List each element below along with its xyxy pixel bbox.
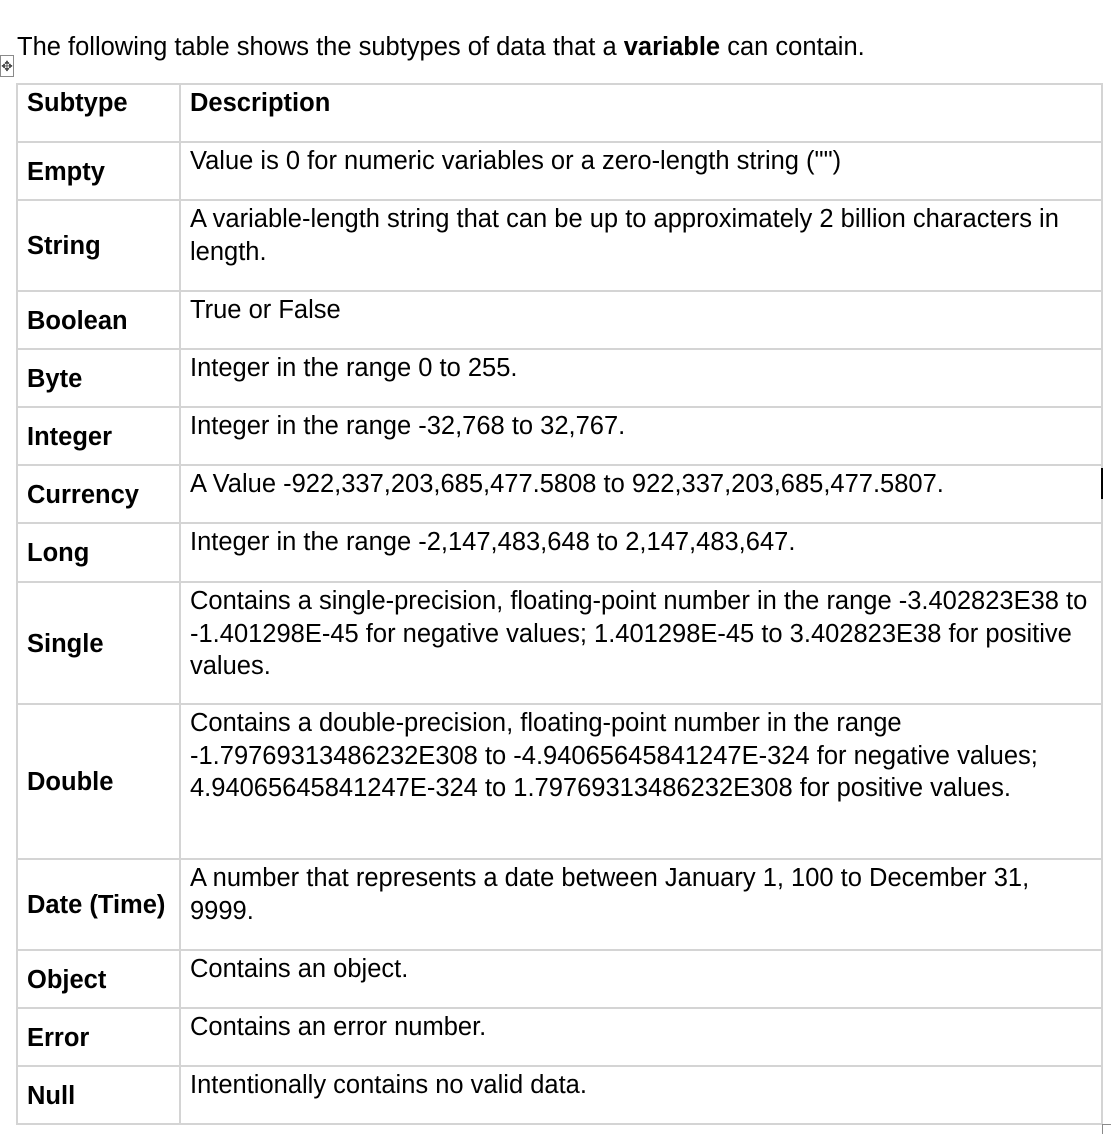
- description-cell: Integer in the range 0 to 255.: [180, 349, 1102, 407]
- table-row: [17, 407, 1102, 465]
- table-header-row: [17, 84, 1102, 142]
- description-cell: Integer in the range -2,147,483,648 to 2,147,483,647.: [180, 523, 1102, 582]
- description-cell: A variable-length string that can be up to approximately 2 billion characters in length.: [180, 200, 1102, 291]
- subtype-cell: Double: [17, 704, 180, 859]
- table-row: [17, 465, 1102, 523]
- text-cursor: [1101, 468, 1103, 499]
- subtype-cell: Byte: [17, 349, 180, 407]
- header-subtype: Subtype: [17, 84, 180, 142]
- subtype-cell: Integer: [17, 407, 180, 465]
- table-row: [17, 1008, 1102, 1066]
- intro-text-after: can contain.: [720, 33, 865, 61]
- table-row: [17, 291, 1102, 349]
- subtype-cell: Empty: [17, 142, 180, 200]
- header-description: Description: [180, 84, 1102, 142]
- table-row: [17, 704, 1102, 859]
- description-cell: True or False: [180, 291, 1102, 349]
- intro-text-bold: variable: [623, 33, 721, 61]
- subtype-cell: Null: [17, 1066, 180, 1124]
- description-cell: Intentionally contains no valid data.: [180, 1066, 1102, 1124]
- description-cell: Value is 0 for numeric variables or a zero-length string (""): [180, 142, 1102, 200]
- description-cell: A number that represents a date between January 1, 100 to December 31, 9999.: [180, 859, 1102, 950]
- subtype-cell: Single: [17, 582, 180, 704]
- subtype-cell: Object: [17, 950, 180, 1008]
- subtype-cell: Boolean: [17, 291, 180, 349]
- table-row: [17, 349, 1102, 407]
- description-cell: Contains an object.: [180, 950, 1102, 1008]
- table-row: [17, 859, 1102, 950]
- intro-paragraph: [17, 31, 865, 63]
- intro-text-before: The following table shows the subtypes of data that a: [17, 33, 624, 61]
- subtype-cell: Long: [17, 523, 180, 582]
- subtype-cell: String: [17, 200, 180, 291]
- table-row: [17, 200, 1102, 291]
- description-cell: Integer in the range -32,768 to 32,767.: [180, 407, 1102, 465]
- table-row: [17, 523, 1102, 582]
- description-cell: Contains a single-precision, floating-point number in the range -3.402823E38 to -1.401298E-45 for negative values; 1.401298E-45 to 3.402823E38 for positive values.: [180, 582, 1102, 704]
- table-row: [17, 142, 1102, 200]
- description-cell: Contains a double-precision, floating-point number in the range -1.79769313486232E308 to -4.94065645841247E-324 for negative values; 4.94065645841247E-324 to 1.79769313486232E308 for positive values.: [180, 704, 1102, 859]
- subtype-cell: Date (Time): [17, 859, 180, 950]
- description-cell: Contains an error number.: [180, 1008, 1102, 1066]
- subtype-cell: Error: [17, 1008, 180, 1066]
- subtype-cell: Currency: [17, 465, 180, 523]
- description-cell: A Value -922,337,203,685,477.5808 to 922,337,203,685,477.5807.: [180, 465, 1102, 523]
- subtypes-table: [16, 83, 1103, 1125]
- table-row: [17, 1066, 1102, 1124]
- table-move-handle-icon[interactable]: ✥: [0, 55, 14, 77]
- table-row: [17, 582, 1102, 704]
- table-row: [17, 950, 1102, 1008]
